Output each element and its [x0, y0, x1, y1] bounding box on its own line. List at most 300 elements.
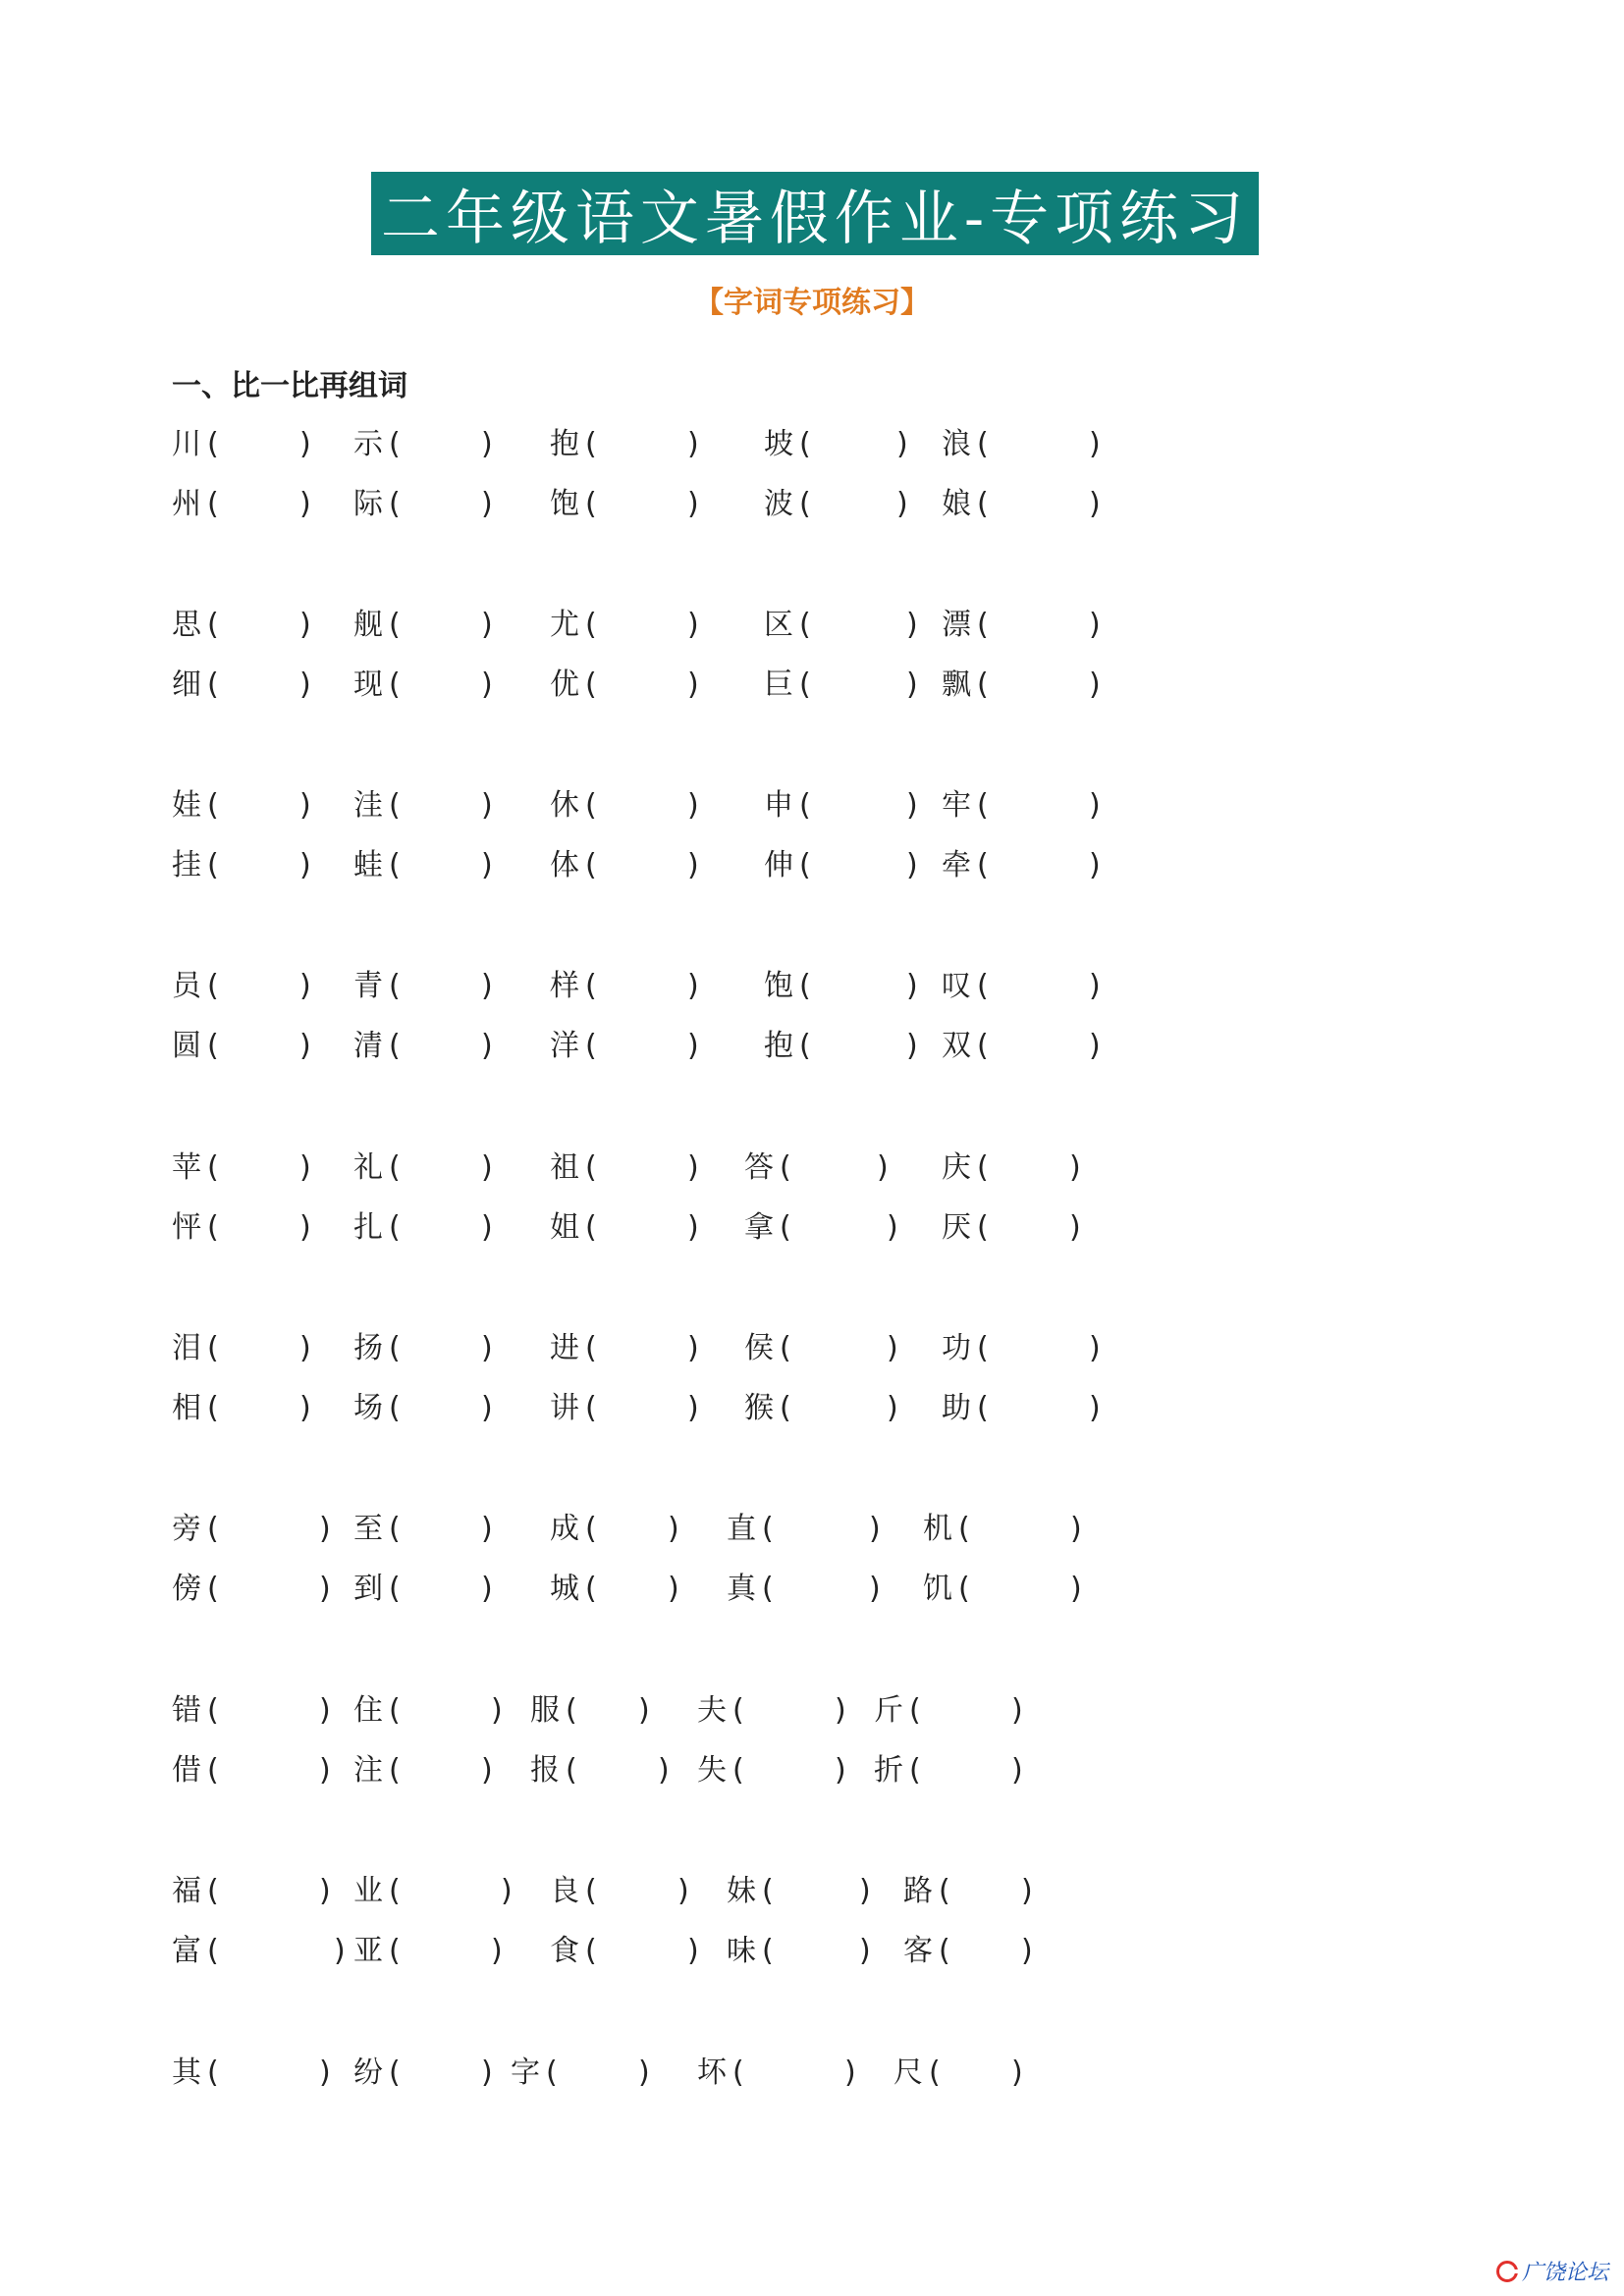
character: 清 [353, 1029, 383, 1063]
open-paren: ( [977, 1210, 989, 1245]
character: 叹 [942, 969, 971, 1003]
close-paren: ) [1089, 848, 1101, 882]
character: 祖 [550, 1150, 579, 1185]
close-paren: ) [687, 1150, 699, 1185]
open-paren: ( [207, 1572, 219, 1606]
close-paren: ) [638, 1693, 650, 1728]
character: 饱 [550, 487, 579, 521]
exercise-row [172, 844, 1154, 887]
character: 饥 [923, 1572, 952, 1606]
character: 伸 [764, 848, 793, 882]
open-paren: ( [389, 1391, 401, 1425]
character: 直 [727, 1512, 756, 1546]
open-paren: ( [732, 1693, 744, 1728]
character: 庆 [942, 1150, 971, 1185]
close-paren: ) [1069, 1210, 1081, 1245]
open-paren: ( [977, 667, 989, 702]
close-paren: ) [299, 667, 311, 702]
close-paren: ) [1070, 1572, 1082, 1606]
open-paren: ( [799, 848, 811, 882]
close-paren: ) [319, 1693, 331, 1728]
open-paren: ( [207, 1874, 219, 1908]
open-paren: ( [585, 608, 597, 642]
open-paren: ( [732, 2056, 744, 2090]
open-paren: ( [977, 848, 989, 882]
character: 圆 [172, 1029, 201, 1063]
character: 夫 [697, 1693, 727, 1728]
close-paren: ) [491, 1934, 503, 1968]
character: 尺 [893, 2056, 923, 2090]
open-paren: ( [207, 848, 219, 882]
open-paren: ( [780, 1331, 791, 1365]
close-paren: ) [481, 1150, 493, 1185]
open-paren: ( [207, 1753, 219, 1788]
open-paren: ( [207, 1693, 219, 1728]
open-paren: ( [977, 1150, 989, 1185]
open-paren: ( [207, 1150, 219, 1185]
character: 成 [550, 1512, 579, 1546]
close-paren: ) [1021, 1874, 1033, 1908]
open-paren: ( [977, 969, 989, 1003]
character: 服 [530, 1693, 560, 1728]
open-paren: ( [799, 427, 811, 461]
character: 双 [942, 1029, 971, 1063]
open-paren: ( [585, 427, 597, 461]
character: 舰 [353, 608, 383, 642]
character: 州 [172, 487, 201, 521]
close-paren: ) [687, 1391, 699, 1425]
subtitle: 【字词专项练习】 [694, 286, 930, 320]
character: 波 [764, 487, 793, 521]
close-paren: ) [481, 969, 493, 1003]
character: 优 [550, 667, 579, 702]
exercise-row [172, 483, 1154, 526]
close-paren: ) [668, 1512, 679, 1546]
open-paren: ( [585, 1150, 597, 1185]
open-paren: ( [585, 1210, 597, 1245]
close-paren: ) [1089, 969, 1101, 1003]
character: 错 [172, 1693, 201, 1728]
close-paren: ) [481, 1029, 493, 1063]
character: 报 [530, 1753, 560, 1788]
character: 饱 [764, 969, 793, 1003]
character: 注 [353, 1753, 383, 1788]
close-paren: ) [299, 608, 311, 642]
close-paren: ) [481, 608, 493, 642]
close-paren: ) [887, 1210, 898, 1245]
open-paren: ( [762, 1934, 774, 1968]
open-paren: ( [780, 1210, 791, 1245]
exercise-row [172, 1025, 1154, 1068]
close-paren: ) [481, 2056, 493, 2090]
close-paren: ) [319, 1572, 331, 1606]
character: 际 [353, 487, 383, 521]
close-paren: ) [687, 788, 699, 823]
character: 讲 [550, 1391, 579, 1425]
exercise-row [172, 1508, 1154, 1551]
close-paren: ) [887, 1331, 898, 1365]
title-banner [371, 172, 1259, 255]
close-paren: ) [687, 608, 699, 642]
open-paren: ( [389, 788, 401, 823]
character: 川 [172, 427, 201, 461]
close-paren: ) [844, 2056, 856, 2090]
close-paren: ) [1011, 2056, 1023, 2090]
character: 富 [172, 1934, 201, 1968]
open-paren: ( [585, 1572, 597, 1606]
open-paren: ( [566, 1693, 577, 1728]
open-paren: ( [389, 848, 401, 882]
watermark-text: 广饶论坛 [1521, 2261, 1608, 2285]
open-paren: ( [929, 2056, 941, 2090]
open-paren: ( [799, 608, 811, 642]
character: 相 [172, 1391, 201, 1425]
close-paren: ) [906, 788, 918, 823]
close-paren: ) [906, 969, 918, 1003]
open-paren: ( [585, 1331, 597, 1365]
close-paren: ) [835, 1753, 846, 1788]
close-paren: ) [481, 1331, 493, 1365]
open-paren: ( [799, 1029, 811, 1063]
open-paren: ( [762, 1572, 774, 1606]
character: 其 [172, 2056, 201, 2090]
character: 苹 [172, 1150, 201, 1185]
character: 扎 [353, 1210, 383, 1245]
close-paren: ) [299, 1331, 311, 1365]
open-paren: ( [977, 487, 989, 521]
close-paren: ) [1089, 788, 1101, 823]
character: 城 [550, 1572, 579, 1606]
open-paren: ( [389, 1874, 401, 1908]
close-paren: ) [677, 1874, 689, 1908]
close-paren: ) [481, 788, 493, 823]
close-paren: ) [687, 667, 699, 702]
close-paren: ) [859, 1934, 871, 1968]
character: 现 [353, 667, 383, 702]
close-paren: ) [299, 427, 311, 461]
open-paren: ( [977, 608, 989, 642]
close-paren: ) [1021, 1934, 1033, 1968]
close-paren: ) [906, 1029, 918, 1063]
open-paren: ( [585, 1934, 597, 1968]
open-paren: ( [389, 487, 401, 521]
character: 进 [550, 1331, 579, 1365]
close-paren: ) [299, 487, 311, 521]
close-paren: ) [491, 1693, 503, 1728]
character: 住 [353, 1693, 383, 1728]
exercise-row [172, 1749, 1154, 1792]
close-paren: ) [687, 1331, 699, 1365]
open-paren: ( [585, 487, 597, 521]
character: 功 [942, 1331, 971, 1365]
character: 抱 [764, 1029, 793, 1063]
open-paren: ( [207, 1210, 219, 1245]
open-paren: ( [546, 2056, 558, 2090]
open-paren: ( [389, 1150, 401, 1185]
character: 答 [744, 1150, 774, 1185]
character: 猴 [744, 1391, 774, 1425]
character: 浪 [942, 427, 971, 461]
close-paren: ) [481, 1391, 493, 1425]
exercise-row [172, 423, 1154, 466]
character: 纷 [353, 2056, 383, 2090]
close-paren: ) [658, 1753, 670, 1788]
open-paren: ( [977, 1391, 989, 1425]
close-paren: ) [896, 427, 908, 461]
open-paren: ( [207, 969, 219, 1003]
close-paren: ) [687, 427, 699, 461]
character: 至 [353, 1512, 383, 1546]
character: 员 [172, 969, 201, 1003]
open-paren: ( [207, 427, 219, 461]
open-paren: ( [207, 667, 219, 702]
close-paren: ) [299, 1029, 311, 1063]
open-paren: ( [207, 1934, 219, 1968]
close-paren: ) [638, 2056, 650, 2090]
character: 到 [353, 1572, 383, 1606]
character: 助 [942, 1391, 971, 1425]
open-paren: ( [780, 1150, 791, 1185]
close-paren: ) [299, 1150, 311, 1185]
open-paren: ( [585, 1512, 597, 1546]
close-paren: ) [869, 1572, 881, 1606]
character: 样 [550, 969, 579, 1003]
open-paren: ( [389, 1512, 401, 1546]
open-paren: ( [977, 1331, 989, 1365]
character: 挂 [172, 848, 201, 882]
close-paren: ) [1089, 608, 1101, 642]
close-paren: ) [1089, 667, 1101, 702]
close-paren: ) [501, 1874, 513, 1908]
character: 思 [172, 608, 201, 642]
close-paren: ) [687, 1029, 699, 1063]
character: 真 [727, 1572, 756, 1606]
close-paren: ) [481, 1512, 493, 1546]
close-paren: ) [687, 1934, 699, 1968]
open-paren: ( [566, 1753, 577, 1788]
character: 蛙 [353, 848, 383, 882]
character: 飘 [942, 667, 971, 702]
character: 细 [172, 667, 201, 702]
open-paren: ( [958, 1512, 970, 1546]
close-paren: ) [481, 1572, 493, 1606]
open-paren: ( [585, 848, 597, 882]
character: 洋 [550, 1029, 579, 1063]
open-paren: ( [909, 1693, 921, 1728]
exercise-row [172, 1930, 1154, 1973]
logo-icon [1496, 2261, 1518, 2282]
open-paren: ( [207, 487, 219, 521]
close-paren: ) [859, 1874, 871, 1908]
open-paren: ( [207, 608, 219, 642]
close-paren: ) [1089, 1331, 1101, 1365]
character: 字 [511, 2056, 540, 2090]
section-heading: 一、比一比再组词 [172, 369, 407, 403]
close-paren: ) [299, 1210, 311, 1245]
character: 娘 [942, 487, 971, 521]
open-paren: ( [799, 788, 811, 823]
close-paren: ) [481, 487, 493, 521]
character: 礼 [353, 1150, 383, 1185]
character: 尤 [550, 608, 579, 642]
close-paren: ) [869, 1512, 881, 1546]
open-paren: ( [958, 1572, 970, 1606]
exercise-row [172, 784, 1154, 828]
character: 娃 [172, 788, 201, 823]
close-paren: ) [877, 1150, 889, 1185]
open-paren: ( [389, 1331, 401, 1365]
open-paren: ( [389, 1753, 401, 1788]
open-paren: ( [939, 1874, 950, 1908]
close-paren: ) [481, 1753, 493, 1788]
exercise-row [172, 604, 1154, 647]
open-paren: ( [977, 427, 989, 461]
character: 旁 [172, 1512, 201, 1546]
character: 体 [550, 848, 579, 882]
close-paren: ) [687, 969, 699, 1003]
open-paren: ( [939, 1934, 950, 1968]
open-paren: ( [207, 1331, 219, 1365]
open-paren: ( [585, 1029, 597, 1063]
character: 示 [353, 427, 383, 461]
character: 路 [903, 1874, 933, 1908]
character: 妹 [727, 1874, 756, 1908]
character: 业 [353, 1874, 383, 1908]
open-paren: ( [207, 1029, 219, 1063]
open-paren: ( [207, 1391, 219, 1425]
open-paren: ( [909, 1753, 921, 1788]
character: 申 [764, 788, 793, 823]
open-paren: ( [207, 2056, 219, 2090]
exercise-row [172, 2052, 1154, 2095]
open-paren: ( [585, 1391, 597, 1425]
character: 借 [172, 1753, 201, 1788]
character: 场 [353, 1391, 383, 1425]
character: 坏 [697, 2056, 727, 2090]
close-paren: ) [687, 1210, 699, 1245]
open-paren: ( [389, 427, 401, 461]
open-paren: ( [207, 1512, 219, 1546]
exercise-row [172, 664, 1154, 707]
character: 漂 [942, 608, 971, 642]
close-paren: ) [1089, 1029, 1101, 1063]
open-paren: ( [799, 667, 811, 702]
open-paren: ( [389, 667, 401, 702]
close-paren: ) [1089, 1391, 1101, 1425]
close-paren: ) [835, 1693, 846, 1728]
close-paren: ) [906, 848, 918, 882]
character: 休 [550, 788, 579, 823]
close-paren: ) [319, 1753, 331, 1788]
open-paren: ( [799, 969, 811, 1003]
character: 区 [764, 608, 793, 642]
character: 客 [903, 1934, 933, 1968]
character: 味 [727, 1934, 756, 1968]
open-paren: ( [389, 1572, 401, 1606]
close-paren: ) [319, 2056, 331, 2090]
character: 牵 [942, 848, 971, 882]
character: 拿 [744, 1210, 774, 1245]
open-paren: ( [389, 2056, 401, 2090]
close-paren: ) [668, 1572, 679, 1606]
close-paren: ) [481, 1210, 493, 1245]
open-paren: ( [389, 1210, 401, 1245]
character: 姐 [550, 1210, 579, 1245]
exercise-row [172, 1206, 1154, 1250]
character: 扬 [353, 1331, 383, 1365]
open-paren: ( [799, 487, 811, 521]
open-paren: ( [389, 1693, 401, 1728]
character: 失 [697, 1753, 727, 1788]
watermark [1496, 2256, 1608, 2286]
close-paren: ) [887, 1391, 898, 1425]
open-paren: ( [585, 1874, 597, 1908]
open-paren: ( [585, 969, 597, 1003]
page-title: 二年级语文暑假作业-专项练习 [380, 184, 1250, 253]
exercise-row [172, 1147, 1154, 1190]
close-paren: ) [1089, 427, 1101, 461]
character: 牢 [942, 788, 971, 823]
open-paren: ( [762, 1512, 774, 1546]
open-paren: ( [977, 788, 989, 823]
character: 厌 [942, 1210, 971, 1245]
close-paren: ) [1011, 1753, 1023, 1788]
character: 福 [172, 1874, 201, 1908]
close-paren: ) [334, 1934, 346, 1968]
close-paren: ) [1011, 1693, 1023, 1728]
close-paren: ) [1069, 1150, 1081, 1185]
character: 良 [550, 1874, 579, 1908]
close-paren: ) [481, 427, 493, 461]
character: 侯 [744, 1331, 774, 1365]
character: 折 [874, 1753, 903, 1788]
exercise-row [172, 1387, 1154, 1430]
character: 坡 [764, 427, 793, 461]
open-paren: ( [585, 667, 597, 702]
open-paren: ( [389, 1029, 401, 1063]
character: 抱 [550, 427, 579, 461]
character: 斤 [874, 1693, 903, 1728]
exercise-row [172, 1870, 1154, 1913]
close-paren: ) [687, 848, 699, 882]
close-paren: ) [299, 1391, 311, 1425]
exercise-row [172, 1689, 1154, 1733]
character: 机 [923, 1512, 952, 1546]
close-paren: ) [319, 1512, 331, 1546]
open-paren: ( [389, 969, 401, 1003]
close-paren: ) [299, 969, 311, 1003]
close-paren: ) [906, 667, 918, 702]
close-paren: ) [299, 848, 311, 882]
close-paren: ) [481, 848, 493, 882]
character: 泪 [172, 1331, 201, 1365]
close-paren: ) [687, 487, 699, 521]
character: 怦 [172, 1210, 201, 1245]
exercise-row [172, 1327, 1154, 1370]
close-paren: ) [319, 1874, 331, 1908]
exercise-row [172, 1568, 1154, 1611]
exercise-row [172, 965, 1154, 1008]
character: 巨 [764, 667, 793, 702]
close-paren: ) [1070, 1512, 1082, 1546]
close-paren: ) [481, 667, 493, 702]
character: 食 [550, 1934, 579, 1968]
close-paren: ) [906, 608, 918, 642]
character: 亚 [353, 1934, 383, 1968]
close-paren: ) [299, 788, 311, 823]
open-paren: ( [389, 1934, 401, 1968]
open-paren: ( [389, 608, 401, 642]
